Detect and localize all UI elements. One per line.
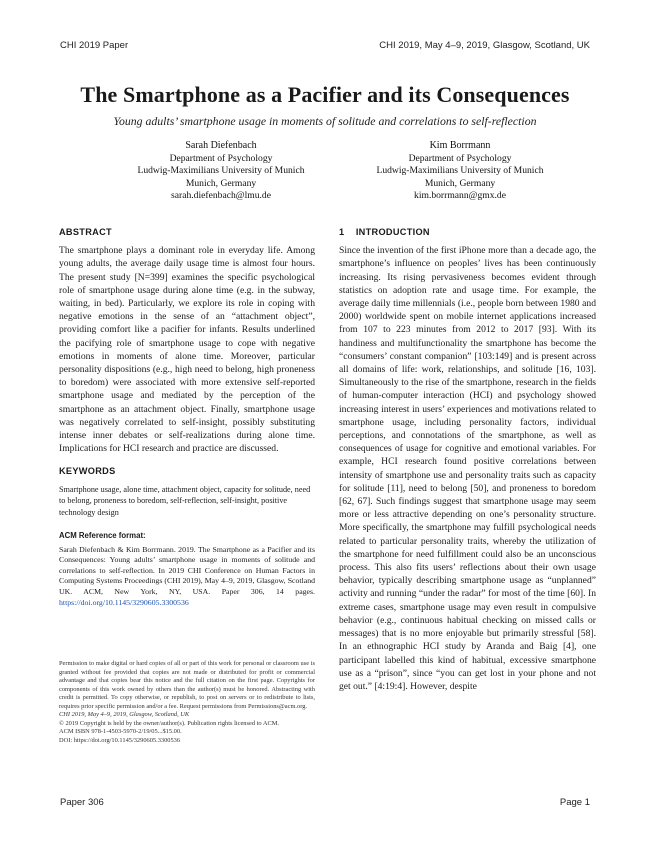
- right-column: [339, 226, 596, 693]
- running-header-right: CHI 2019, May 4–9, 2019, Glasgow, Scotland, UK: [379, 40, 590, 51]
- keywords-heading: KEYWORDS: [59, 466, 116, 477]
- paper-subtitle: Young adults’ smartphone usage in moments of solitude and correlations to self-reflection: [113, 114, 537, 128]
- acm-reference-text: [59, 545, 315, 609]
- author-name: Kim Borrmann: [429, 140, 491, 151]
- permission-doi[interactable]: DOI: https://doi.org/10.1145/3290605.3300536: [59, 736, 181, 744]
- acm-reference-citation: Sarah Diefenbach & Kim Borrmann. 2019. The Smartphone as a Pacifier and its Consequences: Young adults’ smartphone usage in moments of solitude and correlations to self-reflection. In 2019 CHI Conference on Human Factors in Computing Systems Proceedings (CHI 2019), May 4–9, 2019, Glasgow, Scotland UK. ACM, New York, NY, USA. Paper 306, 14 pages.: [59, 544, 315, 597]
- permission-text: Permission to make digital or hard copies of all or part of this work for personal or classroom use is granted without fee provided that copies are not made or distributed for profit or commercial advantage and that copies bear this notice and the full citation on the first page. Copyrights for components of this work owned by others than the author(s) must be honored. Abstracting with credit is permitted. To copy otherwise, or republish, to post on servers or to redistribute to lists, requires prior specific permission and/or a fee. Request permissions from Permissions@acm.org.: [59, 660, 315, 710]
- author-location: Munich, Germany: [424, 177, 496, 189]
- footer-page-number: Page 1: [559, 797, 590, 808]
- author-email[interactable]: kim.borrmann@gmx.de: [414, 190, 506, 202]
- author-email[interactable]: sarah.diefenbach@lmu.de: [171, 190, 271, 202]
- abstract-text: The smartphone plays a dominant role in everyday life. Among young adults, the average daily usage time is almost four hours. The present study [N=399] examines the specific psychological role of smartphone usage during alone time (e.g. in the subway, waiting, in bed). Particularly, we explore its role in coping with negative emotions in the sense of an “attachment object”, providing comfort like a pacifier for infants. Results underlined the pacifying role of smartphone usage to cope with negative emotions in moments of alone time. Moreover, particular personality dispositions (e.g., high need to belong, high proneness to boredom) were associated with more extensive self-reported smartphone usage and mediated by the perception of the smartphone as an attachment object. Finally, smartphone usage was negatively correlated to self-insight, possibly substituting intense inner debates or self-realizations during alone time. Implications for HCI research and practice are discussed.: [59, 245, 315, 455]
- author-block-2: [335, 140, 585, 203]
- author-location: Munich, Germany: [185, 177, 257, 189]
- permission-venue: CHI 2019, May 4–9, 2019, Glasgow, Scotland, UK: [59, 711, 190, 718]
- permission-block: [59, 660, 315, 745]
- acm-reference-heading: ACM Reference format:: [59, 531, 146, 541]
- author-department: Department of Psychology: [408, 152, 512, 164]
- author-block-1: [96, 140, 346, 203]
- keywords-text: Smartphone usage, alone time, attachment object, capacity for solitude, need to belong, proneness to boredom, self-reflection, self-insight, positive technology design: [59, 484, 311, 517]
- abstract-heading: ABSTRACT: [59, 227, 112, 237]
- author-department: Department of Psychology: [169, 152, 273, 164]
- left-column: [59, 226, 315, 616]
- running-header-left: CHI 2019 Paper: [60, 40, 129, 51]
- introduction-heading: 1 INTRODUCTION: [339, 227, 430, 237]
- acm-doi-link[interactable]: https://doi.org/10.1145/3290605.3300536: [59, 597, 189, 607]
- introduction-text: Since the invention of the first iPhone more than a decade ago, the smartphone’s influence on peoples’ lives has been continuously increasing. Its rising pervasiveness becomes evident through statistics on adoption rate and usage time. For example, the average daily time millennials (i.e., people born between 1980 and 2000) worldwide spent on mobile internet applications increased from 107 to 223 minutes from 2012 to 2017 [93]. With its handiness and multifunctionality the smartphone has become the “consumers’ constant companion” [103:149] and is present across all domains of life: work, relationships, and solitude [16, 103]. Simultaneously to the rise of the smartphone, research in the fields of human-computer interaction (HCI) and psychology showed increasing interest in users’ experiences and motivations related to smartphone usage, including personality factors, individual perceptions, and connotations of the smartphone, as well as consequences of usage for cognitive and emotional variables. For example, HCI research found positive correlations between intensity of smartphone use and personality traits such as capacity for solitude [11], need to belong [50], and proneness to boredom [62, 67]. Such findings suggest that smartphone usage may seem more or less attractive depending on one’s personality structure. More specifically, the smartphone may fulfill psychological needs related to particular personality traits, whereby the utilization of the smartphone for need fulfillment could also be an unconscious process. This also fits users’ reflections about their own usage behavior, typically describing smartphone usage as “unplanned” activity and running “under the radar” for most of the time [60]. In extreme cases, smartphone usage may even result in compulsive behavior (e.g., continuous habitual checking on missed calls or messages) that is no more enjoyable but primarily stressful [58]. In an ethnographic HCI study by Aranda and Baig [4], one participant labelled this kind of habitual, excessive smartphone use as a “prison”, since “you can get lost in your phone and not get out.” [4:19:4]. However, despite: [339, 245, 596, 692]
- footer-paper-number: Paper 306: [60, 797, 104, 808]
- permission-copyright: © 2019 Copyright is held by the owner/author(s). Publication rights licensed to ACM.: [59, 719, 279, 727]
- author-university: Ludwig-Maximilians University of Munich: [137, 165, 305, 177]
- permission-isbn: ACM ISBN 978-1-4503-5970-2/19/05...$15.00.: [59, 728, 182, 735]
- paper-title: The Smartphone as a Pacifier and its Consequences: [80, 82, 570, 107]
- author-name: Sarah Diefenbach: [185, 140, 257, 151]
- author-university: Ludwig-Maximilians University of Munich: [376, 165, 544, 177]
